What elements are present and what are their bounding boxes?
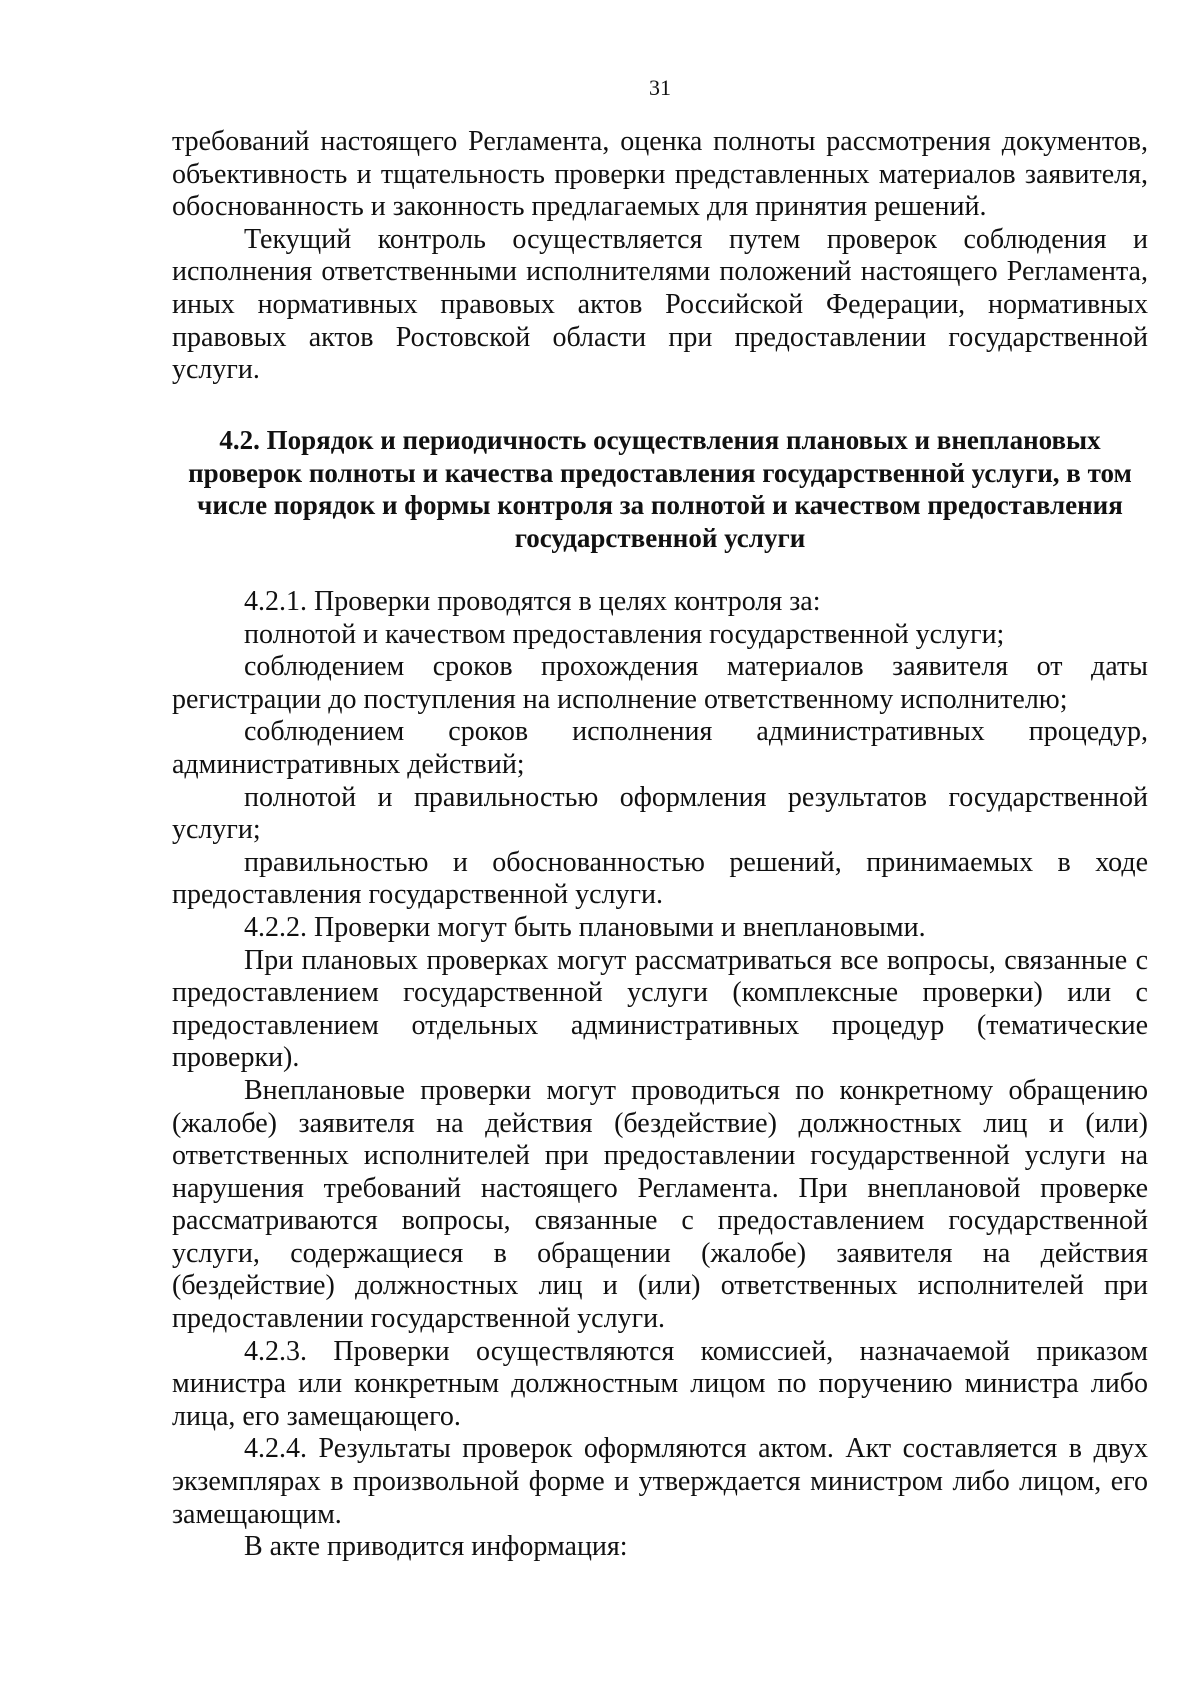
page-number: 31 <box>649 75 671 100</box>
paragraph-4-2-1: 4.2.1. Проверки проводятся в целях контроля за: <box>244 586 821 617</box>
paragraph-act-information: В акте приводится информация: <box>244 1531 628 1563</box>
paragraph-planned-checks: При плановых проверках могут рассматриваться все вопросы, связанные с предоставлением государственной услуги (комплексные проверки) или с предоставлением отдельных административных процедур (тематические проверки). <box>172 944 1148 1074</box>
paragraph-4-2-2: 4.2.2. Проверки могут быть плановыми и внеплановыми. <box>244 911 926 943</box>
list-item-results-correctness: полнотой и правильностью оформления результатов государственной услуги; <box>172 781 1148 846</box>
list-item-completeness: полнотой и качеством предоставления государственной услуги; <box>244 618 1005 650</box>
list-item-deadlines-procedures: соблюдением сроков исполнения административных процедур, административных действий; <box>172 716 1148 780</box>
section-body <box>172 586 1148 1564</box>
paragraph-4-2-4: 4.2.4. Результаты проверок оформляются актом. Акт составляется в двух экземплярах в произвольной форме и утверждается министром либо лицом, его замещающим. <box>172 1433 1148 1530</box>
intro-text-block <box>172 126 1148 387</box>
list-item-deadlines-materials: соблюдением сроков прохождения материалов заявителя от даты регистрации до поступления на исполнение ответственному исполнителю; <box>172 651 1148 715</box>
paragraph-unplanned-checks: Внеплановые проверки могут проводиться по конкретному обращению (жалобе) заявителя на действия (бездействие) должностных лиц и (или) ответственных исполнителей при предоставлении государственной услуги на нарушения требований настоящего Регламента. При внеплановой проверке рассматриваются вопросы, связанные с предоставлением государственной услуги, содержащиеся в обращении (жалобе) заявителя на действия (бездействие) должностных лиц и (или) ответственных исполнителей при предоставлении государственной услуги. <box>172 1074 1148 1335</box>
section-heading-4-2: 4.2. Порядок и периодичность осуществления плановых и внеплановых проверок полноты и качества предоставления государственной услуги, в том числе порядок и формы контроля за полнотой и качеством предоставления государственной услуги <box>188 425 1132 553</box>
paragraph-continuation: требований настоящего Регламента, оценка полноты рассмотрения документов, объективность и тщательность проверки представленных материалов заявителя, обоснованность и законность предлагаемых для принятия решений. <box>172 126 1148 223</box>
paragraph-current-control: Текущий контроль осуществляется путем проверок соблюдения и исполнения ответственными исполнителями положений настоящего Регламента, иных нормативных правовых актов Российской Федерации, нормативных правовых актов Ростовской области при предоставлении государственной услуги. <box>172 223 1148 386</box>
paragraph-4-2-3: 4.2.3. Проверки осуществляются комиссией, назначаемой приказом министра или конкретным должностным лицом по поручению министра либо лица, его замещающего. <box>172 1335 1148 1432</box>
list-item-decisions-validity: правильностью и обоснованностью решений, принимаемых в ходе предоставления государственной услуги. <box>172 846 1148 911</box>
